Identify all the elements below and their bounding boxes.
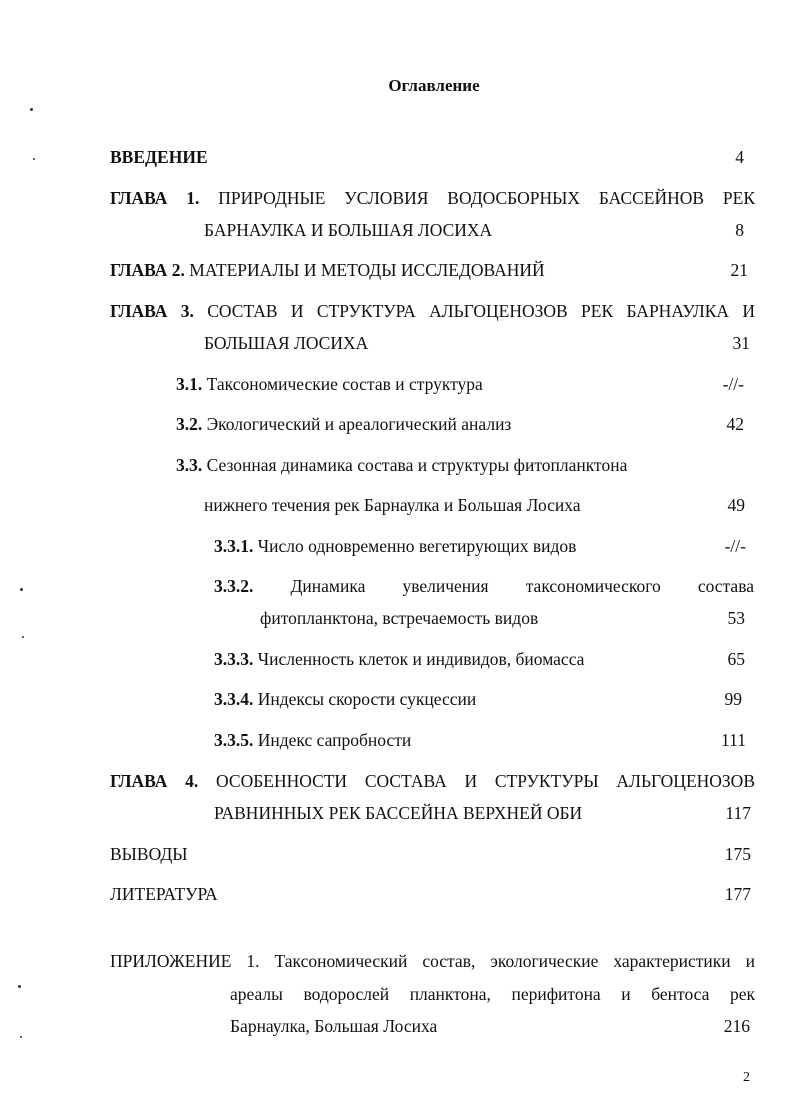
toc-page: 49 xyxy=(727,495,745,515)
toc-label: СОСТАВ И СТРУКТУРА АЛЬГОЦЕНОЗОВ РЕК БАРНАУЛКА И xyxy=(207,301,755,321)
toc-entry-ch3-line2[interactable] xyxy=(204,332,750,354)
toc-entry-intro[interactable] xyxy=(110,146,744,168)
toc-label: ВЫВОДЫ xyxy=(110,844,188,864)
toc-entry-ch2[interactable] xyxy=(110,259,748,281)
toc-entry-3-3-2-line1[interactable] xyxy=(214,575,754,597)
toc-label: МАТЕРИАЛЫ И МЕТОДЫ ИССЛЕДОВАНИЙ xyxy=(189,260,545,280)
toc-section-num: 3.2. xyxy=(176,414,203,434)
scan-speck xyxy=(22,636,24,638)
toc-entry-3-1[interactable] xyxy=(176,373,744,395)
toc-section-num: 3.3. xyxy=(176,455,203,475)
toc-entry-3-2[interactable] xyxy=(176,413,744,435)
toc-page: 111 xyxy=(721,730,746,750)
toc-page: 177 xyxy=(724,884,751,904)
scan-speck xyxy=(20,1036,22,1038)
toc-chapter-num: ГЛАВА 3. xyxy=(110,301,194,321)
toc-page: 31 xyxy=(732,333,750,353)
toc-entry-3-3-line2[interactable] xyxy=(204,494,745,516)
toc-label: БОЛЬШАЯ ЛОСИХА xyxy=(204,333,369,353)
toc-page: -//- xyxy=(722,374,744,394)
toc-label: ареалы водорослей планктона, перифитона и бентоса рек xyxy=(230,984,755,1004)
toc-label: Динамика увеличения таксономического состава xyxy=(290,576,755,596)
toc-entry-literature[interactable] xyxy=(110,883,751,905)
toc-section-num: 3.3.4. xyxy=(214,689,254,709)
toc-label: ВВЕДЕНИЕ xyxy=(110,147,208,167)
toc-label: нижнего течения рек Барнаулка и Большая Лосиха xyxy=(204,495,581,515)
toc-page: -//- xyxy=(724,536,746,556)
toc-section-num: 3.3.3. xyxy=(214,649,254,669)
toc-entry-3-3-4[interactable] xyxy=(214,688,742,710)
toc-entry-appendix1-line2[interactable] xyxy=(230,983,755,1005)
toc-label: ОСОБЕННОСТИ СОСТАВА И СТРУКТУРЫ АЛЬГОЦЕНОЗОВ xyxy=(216,771,755,791)
scan-speck xyxy=(33,158,35,160)
toc-entry-ch3-line1[interactable] xyxy=(110,300,755,322)
toc-page: 53 xyxy=(727,608,745,628)
toc-label: Барнаулка, Большая Лосиха xyxy=(230,1016,438,1036)
toc-entry-ch4-line2[interactable] xyxy=(214,802,751,824)
toc-section-num: 3.3.2. xyxy=(214,576,254,596)
toc-chapter-num: ГЛАВА 2. xyxy=(110,260,185,280)
toc-entry-3-3-3[interactable] xyxy=(214,648,745,670)
toc-page: 8 xyxy=(735,220,744,240)
toc-entry-ch1-line2[interactable] xyxy=(204,219,744,241)
toc-entry-3-3-2-line2[interactable] xyxy=(260,607,745,629)
toc-page: 175 xyxy=(724,844,751,864)
toc-entry-3-3-5[interactable] xyxy=(214,729,746,751)
toc-label: БАРНАУЛКА И БОЛЬШАЯ ЛОСИХА xyxy=(204,220,493,240)
scan-speck xyxy=(18,985,21,988)
toc-page: 65 xyxy=(727,649,745,669)
toc-label: Экологический и ареалогический анализ xyxy=(206,414,512,434)
toc-section-num: 3.1. xyxy=(176,374,203,394)
toc-label: РАВНИННЫХ РЕК БАССЕЙНА ВЕРХНЕЙ ОБИ xyxy=(214,803,583,823)
toc-label: Число одновременно вегетирующих видов xyxy=(257,536,577,556)
page-number: 2 xyxy=(743,1070,750,1085)
toc-entry-appendix1-line1[interactable] xyxy=(110,950,755,972)
toc-page: 216 xyxy=(723,1016,750,1036)
toc-entry-ch1-line1[interactable] xyxy=(110,187,755,209)
toc-entry-appendix1-line3[interactable] xyxy=(230,1015,750,1037)
scan-speck xyxy=(20,588,23,591)
toc-label: фитопланктона, встречаемость видов xyxy=(260,608,539,628)
scan-speck xyxy=(30,108,33,111)
toc-entry-conclusions[interactable] xyxy=(110,843,751,865)
toc-page: 42 xyxy=(726,414,744,434)
page-title: Оглавление xyxy=(388,76,480,95)
toc-section-num: 3.3.5. xyxy=(214,730,254,750)
toc-entry-ch4-line1[interactable] xyxy=(110,770,755,792)
toc-label: Численность клеток и индивидов, биомасса xyxy=(257,649,585,669)
toc-page: 117 xyxy=(725,803,751,823)
toc-label: Таксономические состав и структура xyxy=(206,374,483,394)
toc-label: Индексы скорости сукцессии xyxy=(257,689,477,709)
toc-page: 21 xyxy=(730,260,748,280)
toc-page: 99 xyxy=(724,689,742,709)
toc-chapter-num: ГЛАВА 4. xyxy=(110,771,199,791)
toc-section-num: 3.3.1. xyxy=(214,536,254,556)
toc-page: 4 xyxy=(735,147,744,167)
toc-label: Индекс сапробности xyxy=(257,730,412,750)
toc-label: ПРИЛОЖЕНИЕ 1. Таксономический состав, экологические характеристики и xyxy=(110,951,755,971)
toc-label: Сезонная динамика состава и структуры фитопланктона xyxy=(206,455,628,475)
toc-entry-3-3-line1[interactable] xyxy=(176,454,627,476)
toc-label: ЛИТЕРАТУРА xyxy=(110,884,218,904)
toc-entry-3-3-1[interactable] xyxy=(214,535,746,557)
toc-chapter-num: ГЛАВА 1. xyxy=(110,188,200,208)
toc-label: ПРИРОДНЫЕ УСЛОВИЯ ВОДОСБОРНЫХ БАССЕЙНОВ РЕК xyxy=(218,188,756,208)
